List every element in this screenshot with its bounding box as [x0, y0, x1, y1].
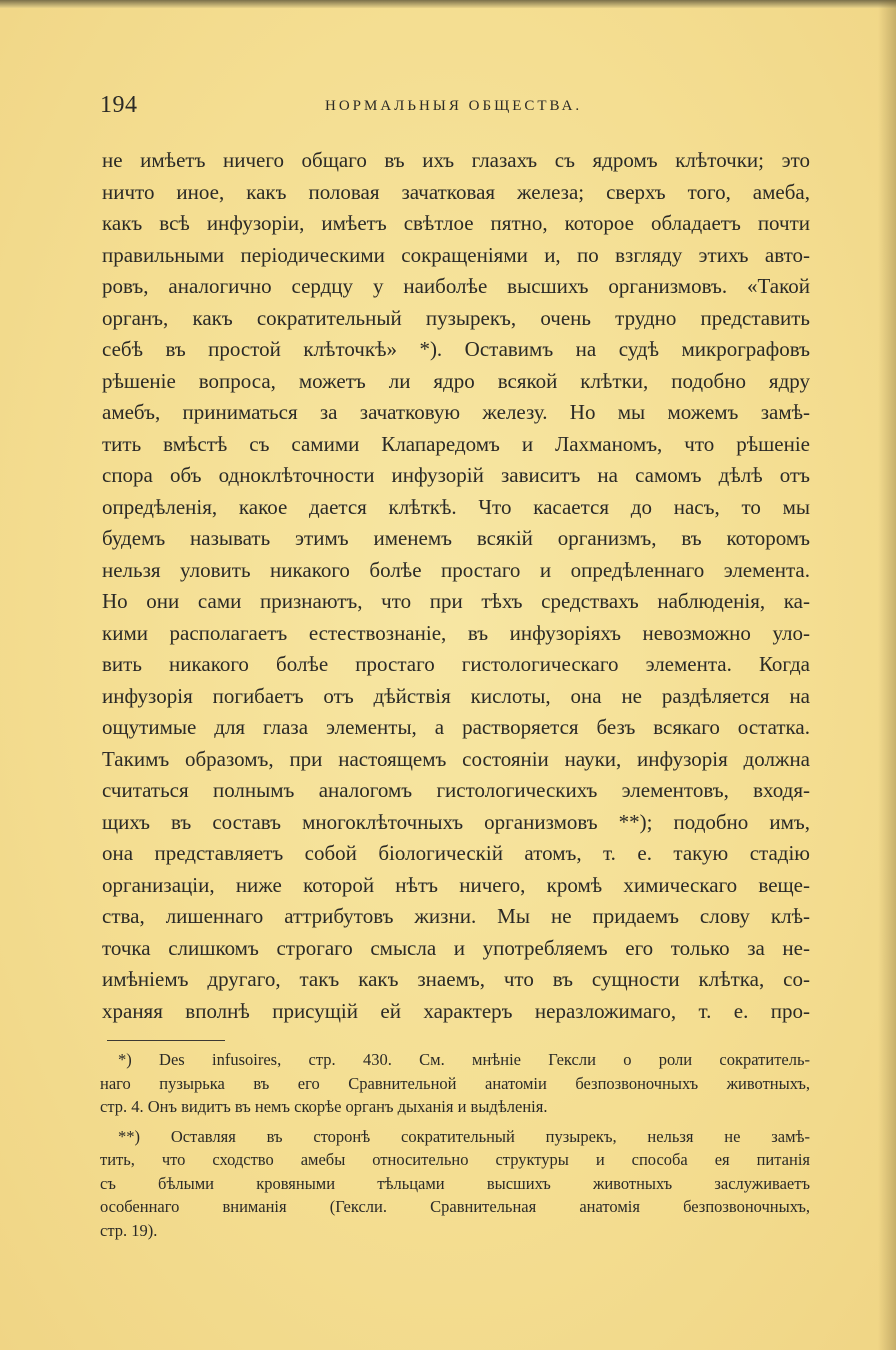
footnote-2 — [100, 1125, 810, 1243]
text-line: вить никакого болѣе простаго гистологическаго элемента. Когда — [102, 652, 810, 676]
footnote-separator — [107, 1040, 225, 1041]
text-line: организаціи, ниже которой нѣтъ ничего, кромѣ химическаго веще- — [102, 872, 810, 897]
text-line: тить вмѣстѣ съ самими Клапаредомъ и Лахманомъ, что рѣшеніе — [102, 431, 810, 456]
text-line: ничто иное, какъ половая зачатковая железа; сверхъ того, амеба, — [102, 179, 810, 204]
text-line: щихъ въ составъ многоклѣточныхъ организмовъ **); подобно имъ, — [102, 809, 810, 834]
text-line: Но они сами признаютъ, что при тѣхъ средствахъ наблюденія, ка- — [102, 589, 810, 613]
footnote-line: стр. 19). — [100, 1220, 158, 1240]
footnote-line: наго пузырька въ его Сравнительной анатоміи безпозвоночныхъ животныхъ, — [100, 1073, 810, 1093]
running-title: НОРМАЛЬНЫЯ ОБЩЕСТВА. — [325, 98, 583, 114]
main-text — [102, 145, 810, 1027]
footnote-1 — [100, 1048, 810, 1119]
text-line: кими располагаетъ естествознаніе, въ инфузоріяхъ невозможно уло- — [102, 620, 810, 645]
text-line: органъ, какъ сократительный пузырекъ, очень трудно представить — [102, 305, 810, 330]
footnote-line: тить, что сходство амебы относительно структуры и способа ея питанія — [100, 1150, 810, 1169]
footnote-line: *) Des infusoires, стр. 430. См. мнѣніе Гексли о роли сократитель- — [118, 1050, 810, 1069]
text-line: храняя вполнѣ присущій ей характеръ неразложимаго, т. е. про- — [102, 998, 810, 1023]
text-line: себѣ въ простой клѣточкѣ» *). Оставимъ на судѣ микрографовъ — [102, 337, 810, 361]
text-line: спора объ одноклѣточности инфузорій зависитъ на самомъ дѣлѣ отъ — [102, 463, 810, 487]
text-line: считаться полнымъ аналогомъ гистологическихъ элементовъ, входя- — [102, 778, 810, 802]
page-number: 194 — [100, 92, 138, 118]
text-line: ощутимые для глаза элементы, а растворяется безъ всякаго остатка. — [102, 715, 810, 739]
text-line: не имѣетъ ничего общаго въ ихъ глазахъ съ ядромъ клѣточки; это — [102, 148, 810, 172]
footnote-line: **) Оставляя въ сторонѣ сократительный пузырекъ, нельзя не замѣ- — [118, 1126, 810, 1146]
page-top-edge — [0, 0, 896, 8]
text-line: точка слишкомъ строгаго смысла и употребляемъ его только за не- — [102, 935, 810, 960]
text-line: опредѣленія, какое дается клѣткѣ. Что касается до насъ, то мы — [102, 494, 810, 519]
text-line: имѣніемъ другаго, такъ какъ знаемъ, что въ сущности клѣтка, со- — [102, 967, 810, 991]
text-line: амебъ, приниматься за зачатковую железу. Но мы можемъ замѣ- — [102, 400, 810, 424]
text-line: она представляетъ собой біологическій атомъ, т. е. такую стадію — [102, 841, 810, 865]
text-line: рѣшеніе вопроса, можетъ ли ядро всякой клѣтки, подобно ядру — [102, 368, 810, 393]
page-header — [100, 92, 820, 122]
text-line: инфузорія погибаетъ отъ дѣйствія кислоты, она не раздѣляется на — [102, 683, 810, 708]
text-line: какъ всѣ инфузоріи, имѣетъ свѣтлое пятно, которое обладаетъ почти — [102, 211, 810, 235]
footnotes — [100, 1048, 810, 1242]
text-line: ства, лишеннаго аттрибутовъ жизни. Мы не придаемъ слову клѣ- — [102, 904, 810, 928]
text-line: Такимъ образомъ, при настоящемъ состояніи науки, инфузорія должна — [102, 746, 810, 771]
footnote-line: съ бѣлыми кровяными тѣльцами высшихъ животныхъ заслуживаетъ — [100, 1173, 810, 1193]
text-line: нельзя уловить никакого болѣе простаго и опредѣленнаго элемента. — [102, 557, 810, 582]
text-line: правильными періодическими сокращеніями и, по взгляду этихъ авто- — [102, 242, 810, 267]
page-right-shadow — [878, 0, 896, 1350]
text-line: будемъ называть этимъ именемъ всякій организмъ, въ которомъ — [102, 526, 810, 550]
text-line: ровъ, аналогично сердцу у наиболѣе высшихъ организмовъ. «Такой — [102, 274, 810, 298]
footnote-line: стр. 4. Онъ видитъ въ немъ скорѣе органъ дыханія и выдѣленія. — [100, 1097, 548, 1116]
footnote-line: особеннаго вниманія (Гексли. Сравнительная анатомія безпозвоночныхъ, — [100, 1197, 810, 1216]
